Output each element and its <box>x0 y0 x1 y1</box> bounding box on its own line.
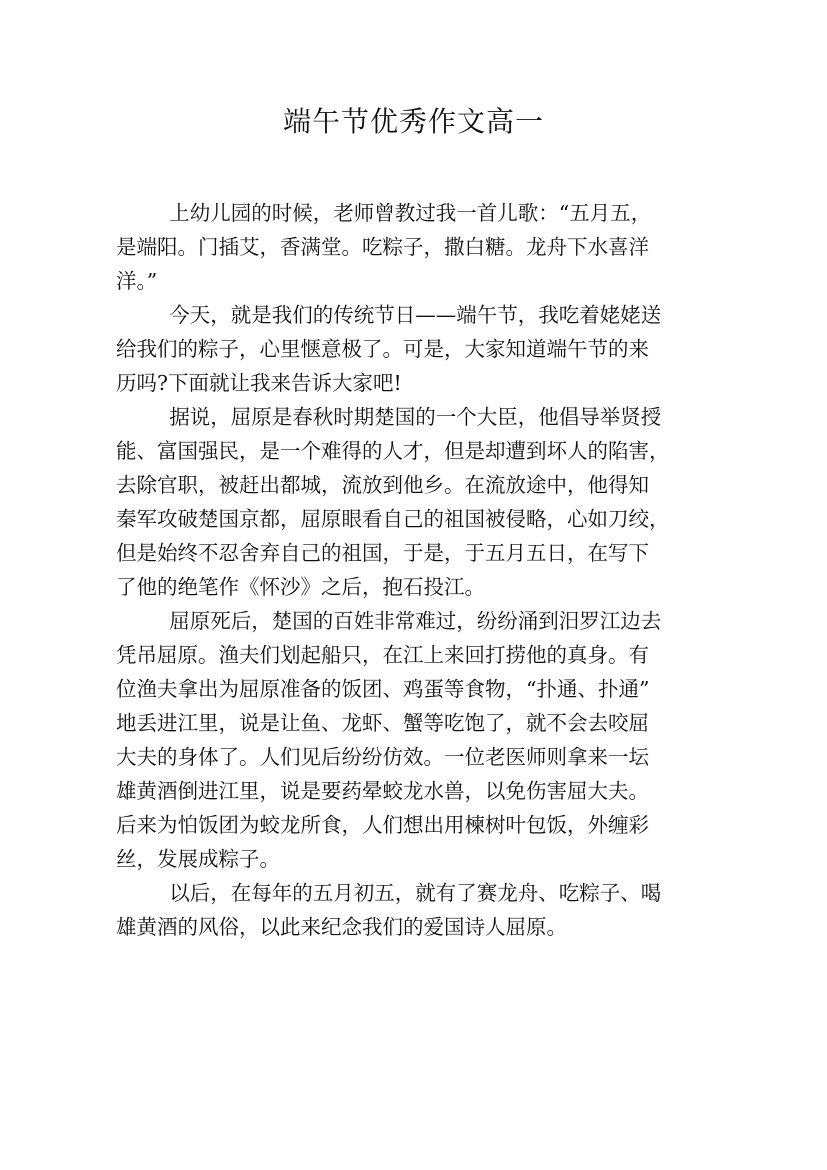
paragraph-line: 后来为怕饭团为蛟龙所食，人们想出用楝树叶包饭，外缠彩 <box>116 813 649 837</box>
paragraph-line: 地丢进江里，说是让鱼、龙虾、蟹等吃饱了，就不会去咬屈 <box>116 711 649 735</box>
paragraph-line: 据说，屈原是春秋时期楚国的一个大臣，他倡导举贤授 <box>169 405 662 429</box>
paragraph-line: 洋。” <box>116 269 158 293</box>
paragraph-line: 丝，发展成粽子。 <box>116 847 280 871</box>
paragraph-3 <box>116 400 710 604</box>
paragraph-line: 给我们的粽子，心里惬意极了。可是，大家知道端午节的来 <box>116 337 649 361</box>
paragraph-line: 雄黄酒的风俗，以此来纪念我们的爱国诗人屈原。 <box>116 915 567 939</box>
paragraph-2 <box>116 298 710 400</box>
paragraph-line: 上幼儿园的时候，老师曾教过我一首儿歌：“五月五， <box>169 201 652 225</box>
document-title: 端午节优秀作文高一 <box>282 105 544 138</box>
document-body <box>116 196 710 944</box>
paragraph-line: 屈原死后，楚国的百姓非常难过，纷纷涌到汨罗江边去 <box>169 609 662 633</box>
paragraph-line: 今天，就是我们的传统节日——端午节，我吃着姥姥送 <box>169 303 662 327</box>
paragraph-line: 历吗?下面就让我来告诉大家吧! <box>116 371 402 395</box>
paragraph-line: 但是始终不忍舍弃自己的祖国，于是，于五月五日，在写下 <box>116 541 649 565</box>
paragraph-line: 位渔夫拿出为屈原准备的饭团、鸡蛋等食物，“扑通、扑通” <box>116 677 650 701</box>
paragraph-line: 秦军攻破楚国京都，屈原眼看自己的祖国被侵略，心如刀绞， <box>116 507 670 531</box>
paragraph-line: 能、富国强民，是一个难得的人才，但是却遭到坏人的陷害， <box>116 439 670 463</box>
paragraph-line: 以后，在每年的五月初五，就有了赛龙舟、吃粽子、喝 <box>169 881 662 905</box>
paragraph-line: 大夫的身体了。人们见后纷纷仿效。一位老医师则拿来一坛 <box>116 745 649 769</box>
paragraph-line: 凭吊屈原。渔夫们划起船只，在江上来回打捞他的真身。有 <box>116 643 649 667</box>
paragraph-line: 了他的绝笔作《怀沙》之后，抱石投江。 <box>116 575 485 599</box>
paragraph-line: 去除官职，被赶出都城，流放到他乡。在流放途中，他得知 <box>116 473 649 497</box>
paragraph-5 <box>116 876 710 944</box>
paragraph-1 <box>116 196 710 298</box>
paragraph-4 <box>116 604 710 876</box>
paragraph-line: 雄黄酒倒进江里，说是要药晕蛟龙水兽，以免伤害屈大夫。 <box>116 779 649 803</box>
paragraph-line: 是端阳。门插艾，香满堂。吃粽子，撒白糖。龙舟下水喜洋 <box>116 235 649 259</box>
